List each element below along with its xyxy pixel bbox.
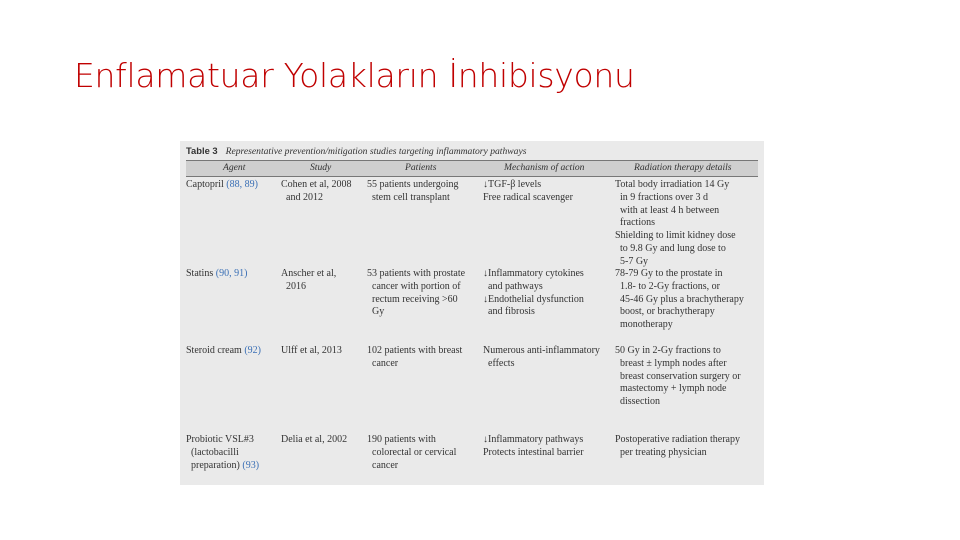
table-cell-mechanism: ↓Inflammatory pathways Protects intestinal barrier [483,434,584,458]
agent-name: Steroid cream [186,345,242,356]
table-label: Table 3 [186,145,218,156]
reference-link[interactable]: (90, 91) [215,268,248,279]
table-cell-study: Cohen et al, 2008 and 2012 [281,179,352,203]
reference-link[interactable]: (88, 89) [226,179,258,190]
column-header-patients: Patients [405,162,437,173]
table-cell-agent [186,434,259,472]
table-cell-patients: 55 patients undergoing stem cell transplant [367,179,459,203]
table-cell-mechanism: Numerous anti-inflammatory effects [483,345,600,369]
table-cell-study: Anscher et al, 2016 [281,268,337,292]
column-header-rt-details: Radiation therapy details [634,162,732,173]
agent-name: Probiotic VSL#3 (lactobacilli preparation) [186,434,254,471]
table-cell-rt-details: 50 Gy in 2-Gy fractions to breast ± lymph nodes after breast conservation surgery or mastectomy + lymph node dissection [615,345,741,408]
table-cell-study: Delia et al, 2002 [281,434,348,445]
table-cell-patients: 190 patients with colorectal or cervical cancer [367,434,457,471]
table-cell-study: Ulff et al, 2013 [281,345,342,356]
agent-name: Captopril [186,179,224,190]
table-header-row [186,160,758,177]
table-caption-text: Representative prevention/mitigation studies targeting inflammatory pathways [225,146,527,157]
column-header-agent: Agent [223,162,246,173]
table-cell-rt-details: Postoperative radiation therapy per treating physician [615,434,740,458]
table-cell-patients: 102 patients with breast cancer [367,345,463,369]
table-cell-agent [186,345,261,358]
table-cell-mechanism: ↓TGF-β levels Free radical scavenger [483,179,573,203]
table-cell-mechanism: ↓Inflammatory cytokines and pathways ↓Endothelial dysfunction and fibrosis [483,268,584,318]
slide-title: Enflamatuar Yolakların İnhibisyonu [74,56,635,95]
reference-link[interactable]: (92) [244,345,261,356]
table-caption [186,145,758,159]
column-header-mechanism: Mechanism of action [504,162,585,173]
column-header-study: Study [310,162,332,173]
reference-link[interactable]: (93) [242,459,260,471]
agent-name: Statins [186,268,214,279]
table-cell-patients: 53 patients with prostate cancer with portion of rectum receiving >60 Gy [367,268,466,318]
table-image [180,141,764,485]
table-cell-agent [186,268,247,281]
table-cell-agent [186,179,258,192]
table-cell-rt-details: 78-79 Gy to the prostate in 1.8- to 2-Gy fractions, or 45-46 Gy plus a brachytherapy boost, or brachytherapy monotherapy [615,268,744,331]
table-cell-rt-details: Total body irradiation 14 Gy in 9 fractions over 3 d with at least 4 h between fractions Shielding to limit kidney dose to 9.8 Gy and lung dose to 5-7 Gy [615,179,736,267]
